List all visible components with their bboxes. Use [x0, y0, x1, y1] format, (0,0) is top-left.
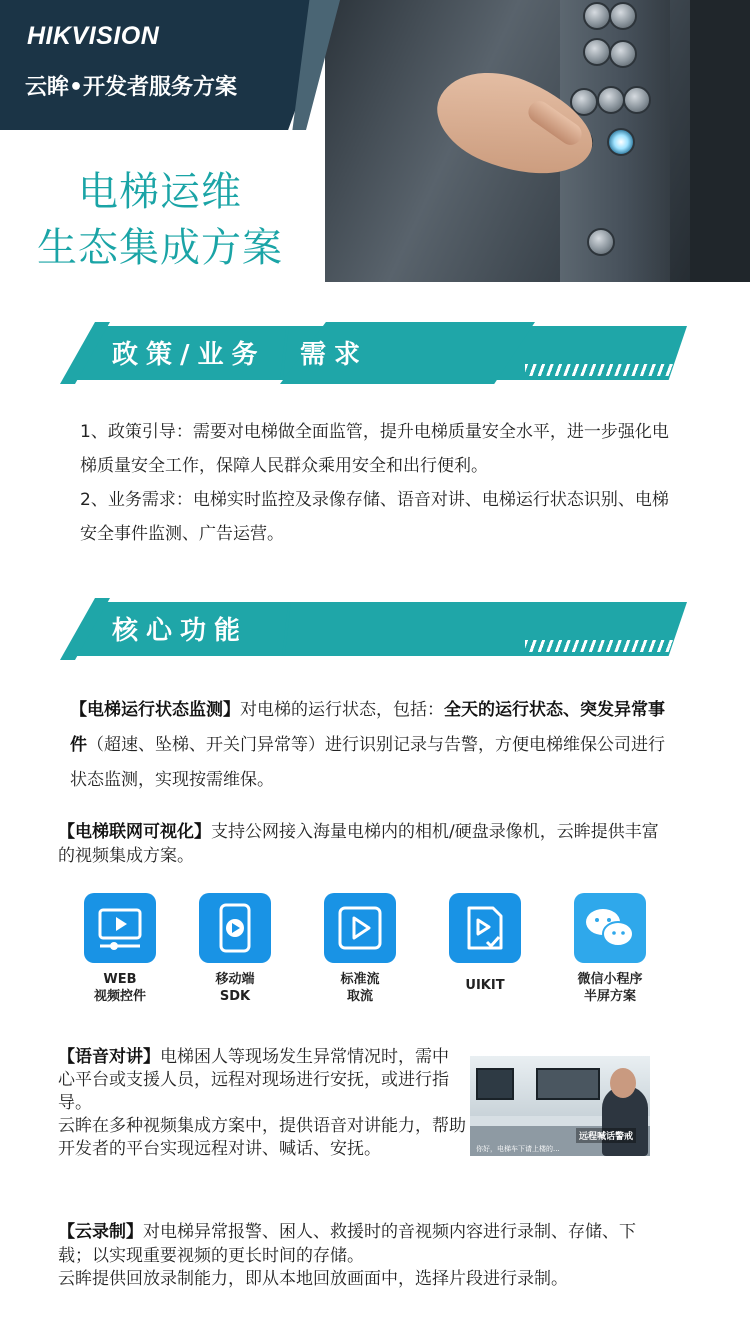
image-operator-head: [610, 1068, 636, 1098]
cloud-record-paragraph-2: 云眸提供回放录制能力，即从本地回放画面中，选择片段进行录制。: [58, 1269, 568, 1289]
elevator-button: [609, 2, 637, 30]
business-paragraph: 2、业务需求：电梯实时监控及录像存储、语音对讲、电梯运行状态识别、电梯安全事件监测、广告运营。: [80, 490, 669, 544]
iot-visual-text: 支持公网接入海量电梯内的相机/硬盘录像机，云眸提供丰富的视频集成方案。: [58, 822, 659, 866]
feature-uikit-line1: UIKIT: [465, 978, 505, 993]
status-monitor-paragraph: [70, 693, 680, 798]
cloud-record-paragraph: [58, 1220, 658, 1268]
iot-visual-paragraph: [58, 820, 668, 868]
image-monitor: [476, 1068, 514, 1100]
elevator-button: [623, 86, 651, 114]
status-monitor-text-2: （超速、坠梯、开关门异常等）进行识别记录与告警，方便电梯维保公司进行状态监测，实现按需维保。: [70, 735, 665, 790]
feature-wechat-line2: 半屏方案: [583, 989, 636, 1004]
section-title-slash: /: [180, 340, 198, 370]
image-caption: 远程喊话警戒: [576, 1128, 636, 1143]
uikit-icon: [449, 893, 521, 963]
feature-mobile-line1: 移动端: [215, 972, 255, 987]
feature-mobile-sdk[interactable]: [185, 893, 285, 1005]
section-title-requirements: [112, 334, 266, 371]
elevator-button: [583, 2, 611, 30]
image-monitor: [536, 1068, 600, 1100]
voice-intercom-paragraph-2: 云眸在多种视频集成方案中，提供语音对讲能力，帮助开发者的平台实现远程对讲、喊话、安抚。: [58, 1116, 466, 1159]
status-monitor-text: 对电梯的运行状态，包括：: [240, 700, 444, 720]
section-header-core: [60, 598, 690, 660]
elevator-button: [597, 86, 625, 114]
section-hatch: [525, 640, 685, 652]
status-monitor-tag: 【电梯运行状态监测】: [70, 700, 240, 720]
elevator-keyhole: [587, 228, 615, 256]
elevator-button-lit: [607, 128, 635, 156]
elevator-button: [583, 38, 611, 66]
section-header-requirements: [60, 322, 690, 384]
policy-paragraph: 1、政策引导：需要对电梯做全面监管，提升电梯质量安全水平，进一步强化电梯质量安全工作，保障人民群众乘用安全和出行便利。: [80, 422, 669, 476]
section-hatch: [525, 364, 685, 376]
section-title-left: 政策: [112, 340, 181, 370]
web-player-icon: [84, 893, 156, 963]
feature-stream-line1: 标准流: [340, 972, 380, 987]
voice-intercom-text: 电梯困人等现场发生异常情况时，需中心平台或支援人员，远程对现场进行安抚，或进行指导。: [58, 1047, 449, 1113]
image-subtitle: 你好，电梯车下请上楼的...: [476, 1145, 560, 1153]
hero-header: [0, 0, 750, 282]
feature-uikit[interactable]: [435, 893, 535, 994]
monitoring-room-image: [470, 1056, 650, 1156]
feature-stream-line2: 取流: [346, 989, 373, 1004]
feature-web-line1: WEB: [103, 972, 137, 987]
section-title-core: 核心功能: [112, 616, 249, 646]
iot-visual-tag: 【电梯联网可视化】: [58, 822, 211, 842]
feature-wechat-line1: 微信小程序: [577, 972, 643, 987]
integration-options: [70, 893, 670, 1013]
feature-standard-stream[interactable]: [310, 893, 410, 1005]
elevator-button: [609, 40, 637, 68]
section-title-right: 需求: [300, 340, 369, 370]
feature-mobile-line2: SDK: [219, 989, 251, 1004]
feature-web[interactable]: [70, 893, 170, 1005]
page-title-line2: 生态集成方案: [37, 225, 283, 271]
page-title-line1: 电梯运维: [78, 169, 242, 215]
voice-intercom-tag: 【语音对讲】: [58, 1047, 160, 1067]
mobile-sdk-icon: [199, 893, 271, 963]
section-title-mid: 业务: [197, 340, 266, 370]
voice-intercom-paragraph: [58, 1046, 458, 1115]
elevator-button-photo: [325, 0, 750, 282]
elevator-wall: [690, 0, 750, 282]
cloud-record-text: 对电梯异常报警、困人、救援时的音视频内容进行录制、存储、下载；以实现重要视频的更长时间的存储。: [58, 1222, 636, 1266]
header-subtitle: 云眸•开发者服务方案: [25, 75, 238, 100]
wechat-icon: [574, 893, 646, 963]
brand-logo: HIKVISION: [27, 22, 160, 50]
feature-wechat[interactable]: [560, 893, 660, 1005]
cloud-record-tag: 【云录制】: [58, 1222, 143, 1242]
feature-web-line2: 视频控件: [93, 989, 146, 1004]
status-monitor-highlight: 全天的运行状态、突发异常事件: [70, 700, 665, 755]
standard-stream-icon: [324, 893, 396, 963]
header-banner: [0, 0, 335, 130]
